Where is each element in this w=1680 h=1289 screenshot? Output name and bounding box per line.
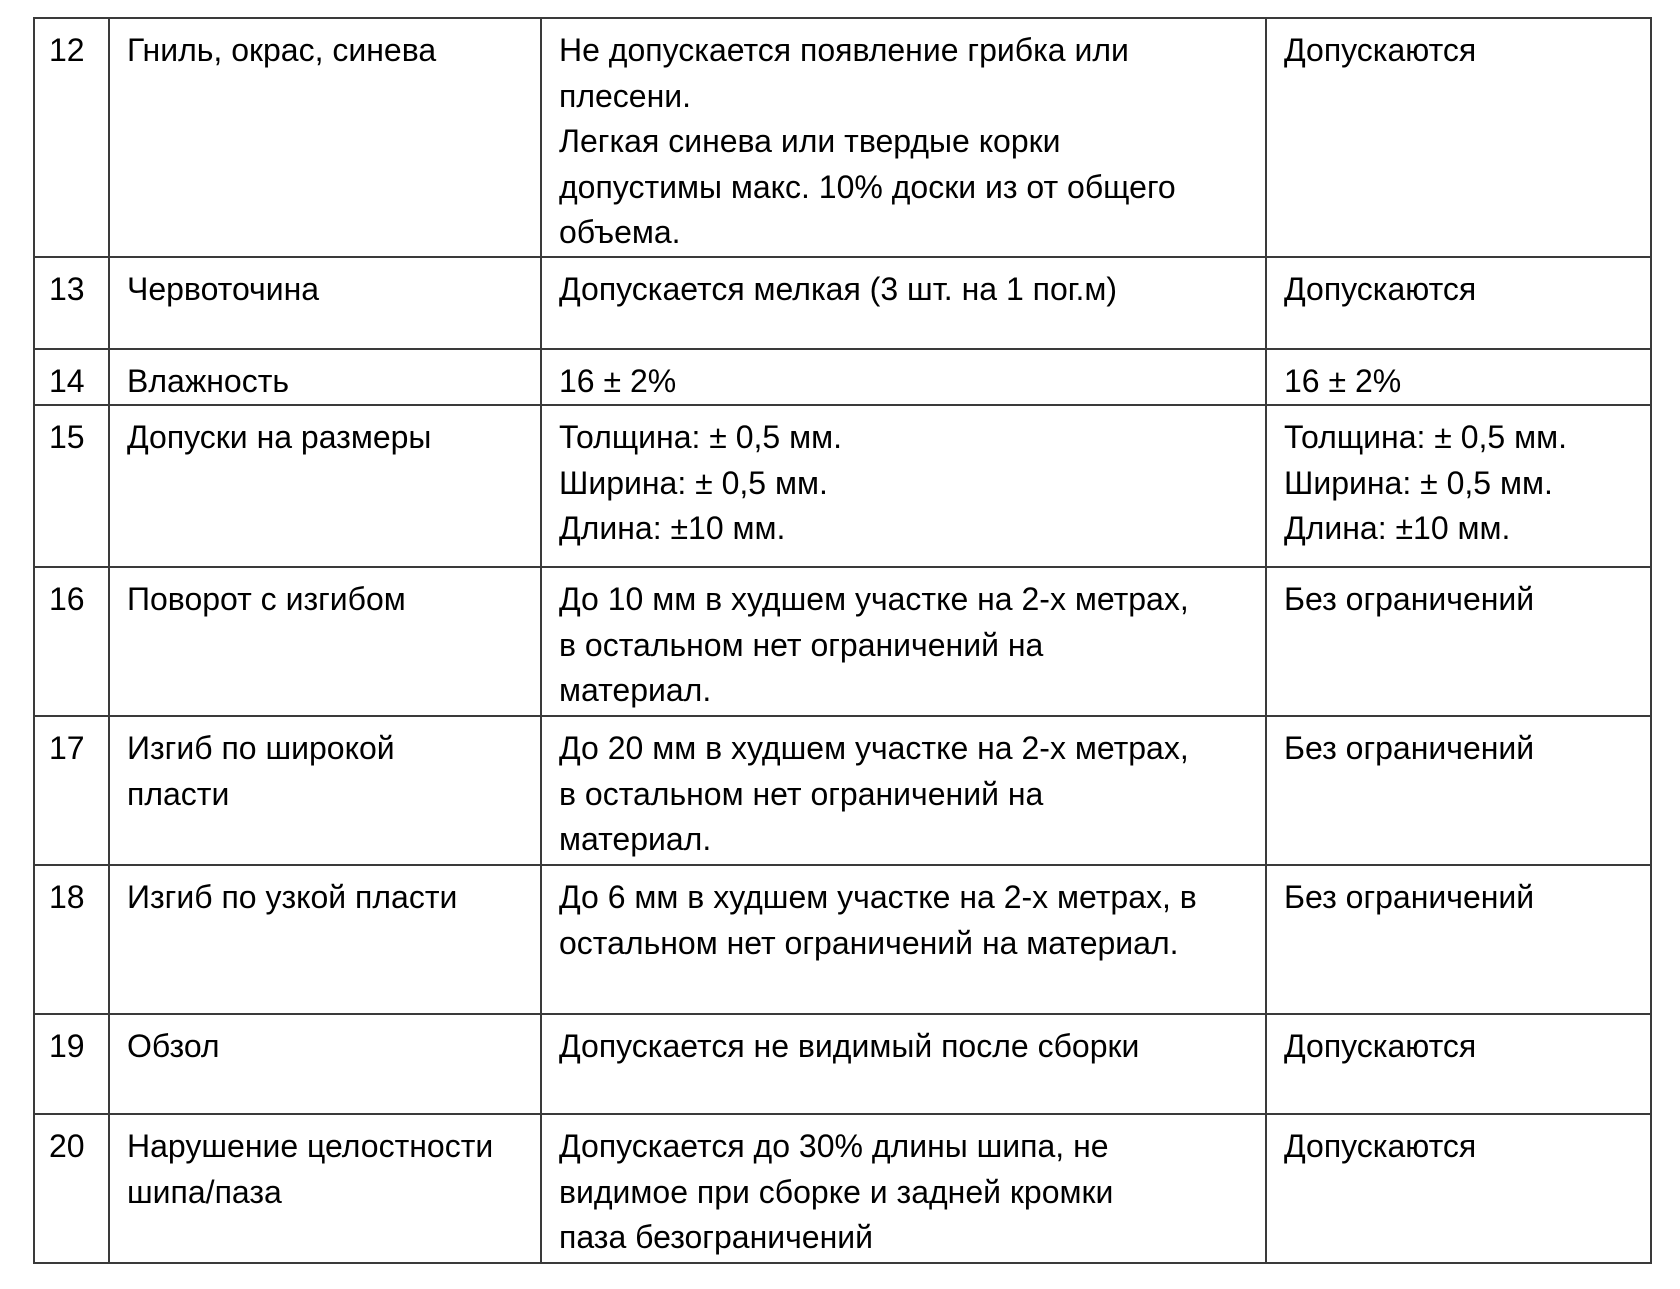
- row-number: 17: [34, 716, 109, 865]
- quality-spec-table: [33, 17, 1652, 1264]
- requirement-cell: 16 ± 2%: [541, 349, 1266, 406]
- requirement-cell: Допускается до 30% длины шипа, не видимое при сборке и задней кромки паза безограничений: [541, 1114, 1266, 1263]
- defect-name: Изгиб по узкой пласти: [109, 865, 541, 1014]
- table-row: [34, 865, 1651, 1014]
- defect-name: Влажность: [109, 349, 541, 406]
- allowance-cell: Допускаются: [1266, 18, 1651, 257]
- table-row: [34, 567, 1651, 716]
- requirement-cell: До 10 мм в худшем участке на 2-х метрах, в остальном нет ограничений на материал.: [541, 567, 1266, 716]
- defect-name: Поворот с изгибом: [109, 567, 541, 716]
- requirement-cell: До 6 мм в худшем участке на 2-х метрах, в остальном нет ограничений на материал.: [541, 865, 1266, 1014]
- row-number: 15: [34, 405, 109, 567]
- row-number: 13: [34, 257, 109, 349]
- table-row: [34, 1014, 1651, 1114]
- allowance-cell: Допускаются: [1266, 1114, 1651, 1263]
- requirement-cell: До 20 мм в худшем участке на 2-х метрах, в остальном нет ограничений на материал.: [541, 716, 1266, 865]
- requirement-cell: Не допускается появление грибка или плесени. Легкая синева или твердые корки допустимы макс. 10% доски из от общего объема.: [541, 18, 1266, 257]
- row-number: 14: [34, 349, 109, 406]
- defect-name: Гниль, окрас, синева: [109, 18, 541, 257]
- allowance-cell: Допускаются: [1266, 1014, 1651, 1114]
- requirement-cell: Толщина: ± 0,5 мм. Ширина: ± 0,5 мм. Длина: ±10 мм.: [541, 405, 1266, 567]
- defect-name: Червоточина: [109, 257, 541, 349]
- allowance-cell: Без ограничений: [1266, 567, 1651, 716]
- table-row: [34, 1114, 1651, 1263]
- requirement-cell: Допускается мелкая (3 шт. на 1 пог.м): [541, 257, 1266, 349]
- row-number: 12: [34, 18, 109, 257]
- allowance-cell: Толщина: ± 0,5 мм. Ширина: ± 0,5 мм. Длина: ±10 мм.: [1266, 405, 1651, 567]
- defect-name: Обзол: [109, 1014, 541, 1114]
- table-row: [34, 349, 1651, 406]
- defect-name: Изгиб по широкой пласти: [109, 716, 541, 865]
- requirement-cell: Допускается не видимый после сборки: [541, 1014, 1266, 1114]
- allowance-cell: Без ограничений: [1266, 716, 1651, 865]
- allowance-cell: Без ограничений: [1266, 865, 1651, 1014]
- defect-name: Нарушение целостности шипа/паза: [109, 1114, 541, 1263]
- row-number: 16: [34, 567, 109, 716]
- allowance-cell: 16 ± 2%: [1266, 349, 1651, 406]
- defect-name: Допуски на размеры: [109, 405, 541, 567]
- table-row: [34, 257, 1651, 349]
- table-row: [34, 405, 1651, 567]
- row-number: 20: [34, 1114, 109, 1263]
- table-row: [34, 18, 1651, 257]
- row-number: 18: [34, 865, 109, 1014]
- row-number: 19: [34, 1014, 109, 1114]
- table-row: [34, 716, 1651, 865]
- allowance-cell: Допускаются: [1266, 257, 1651, 349]
